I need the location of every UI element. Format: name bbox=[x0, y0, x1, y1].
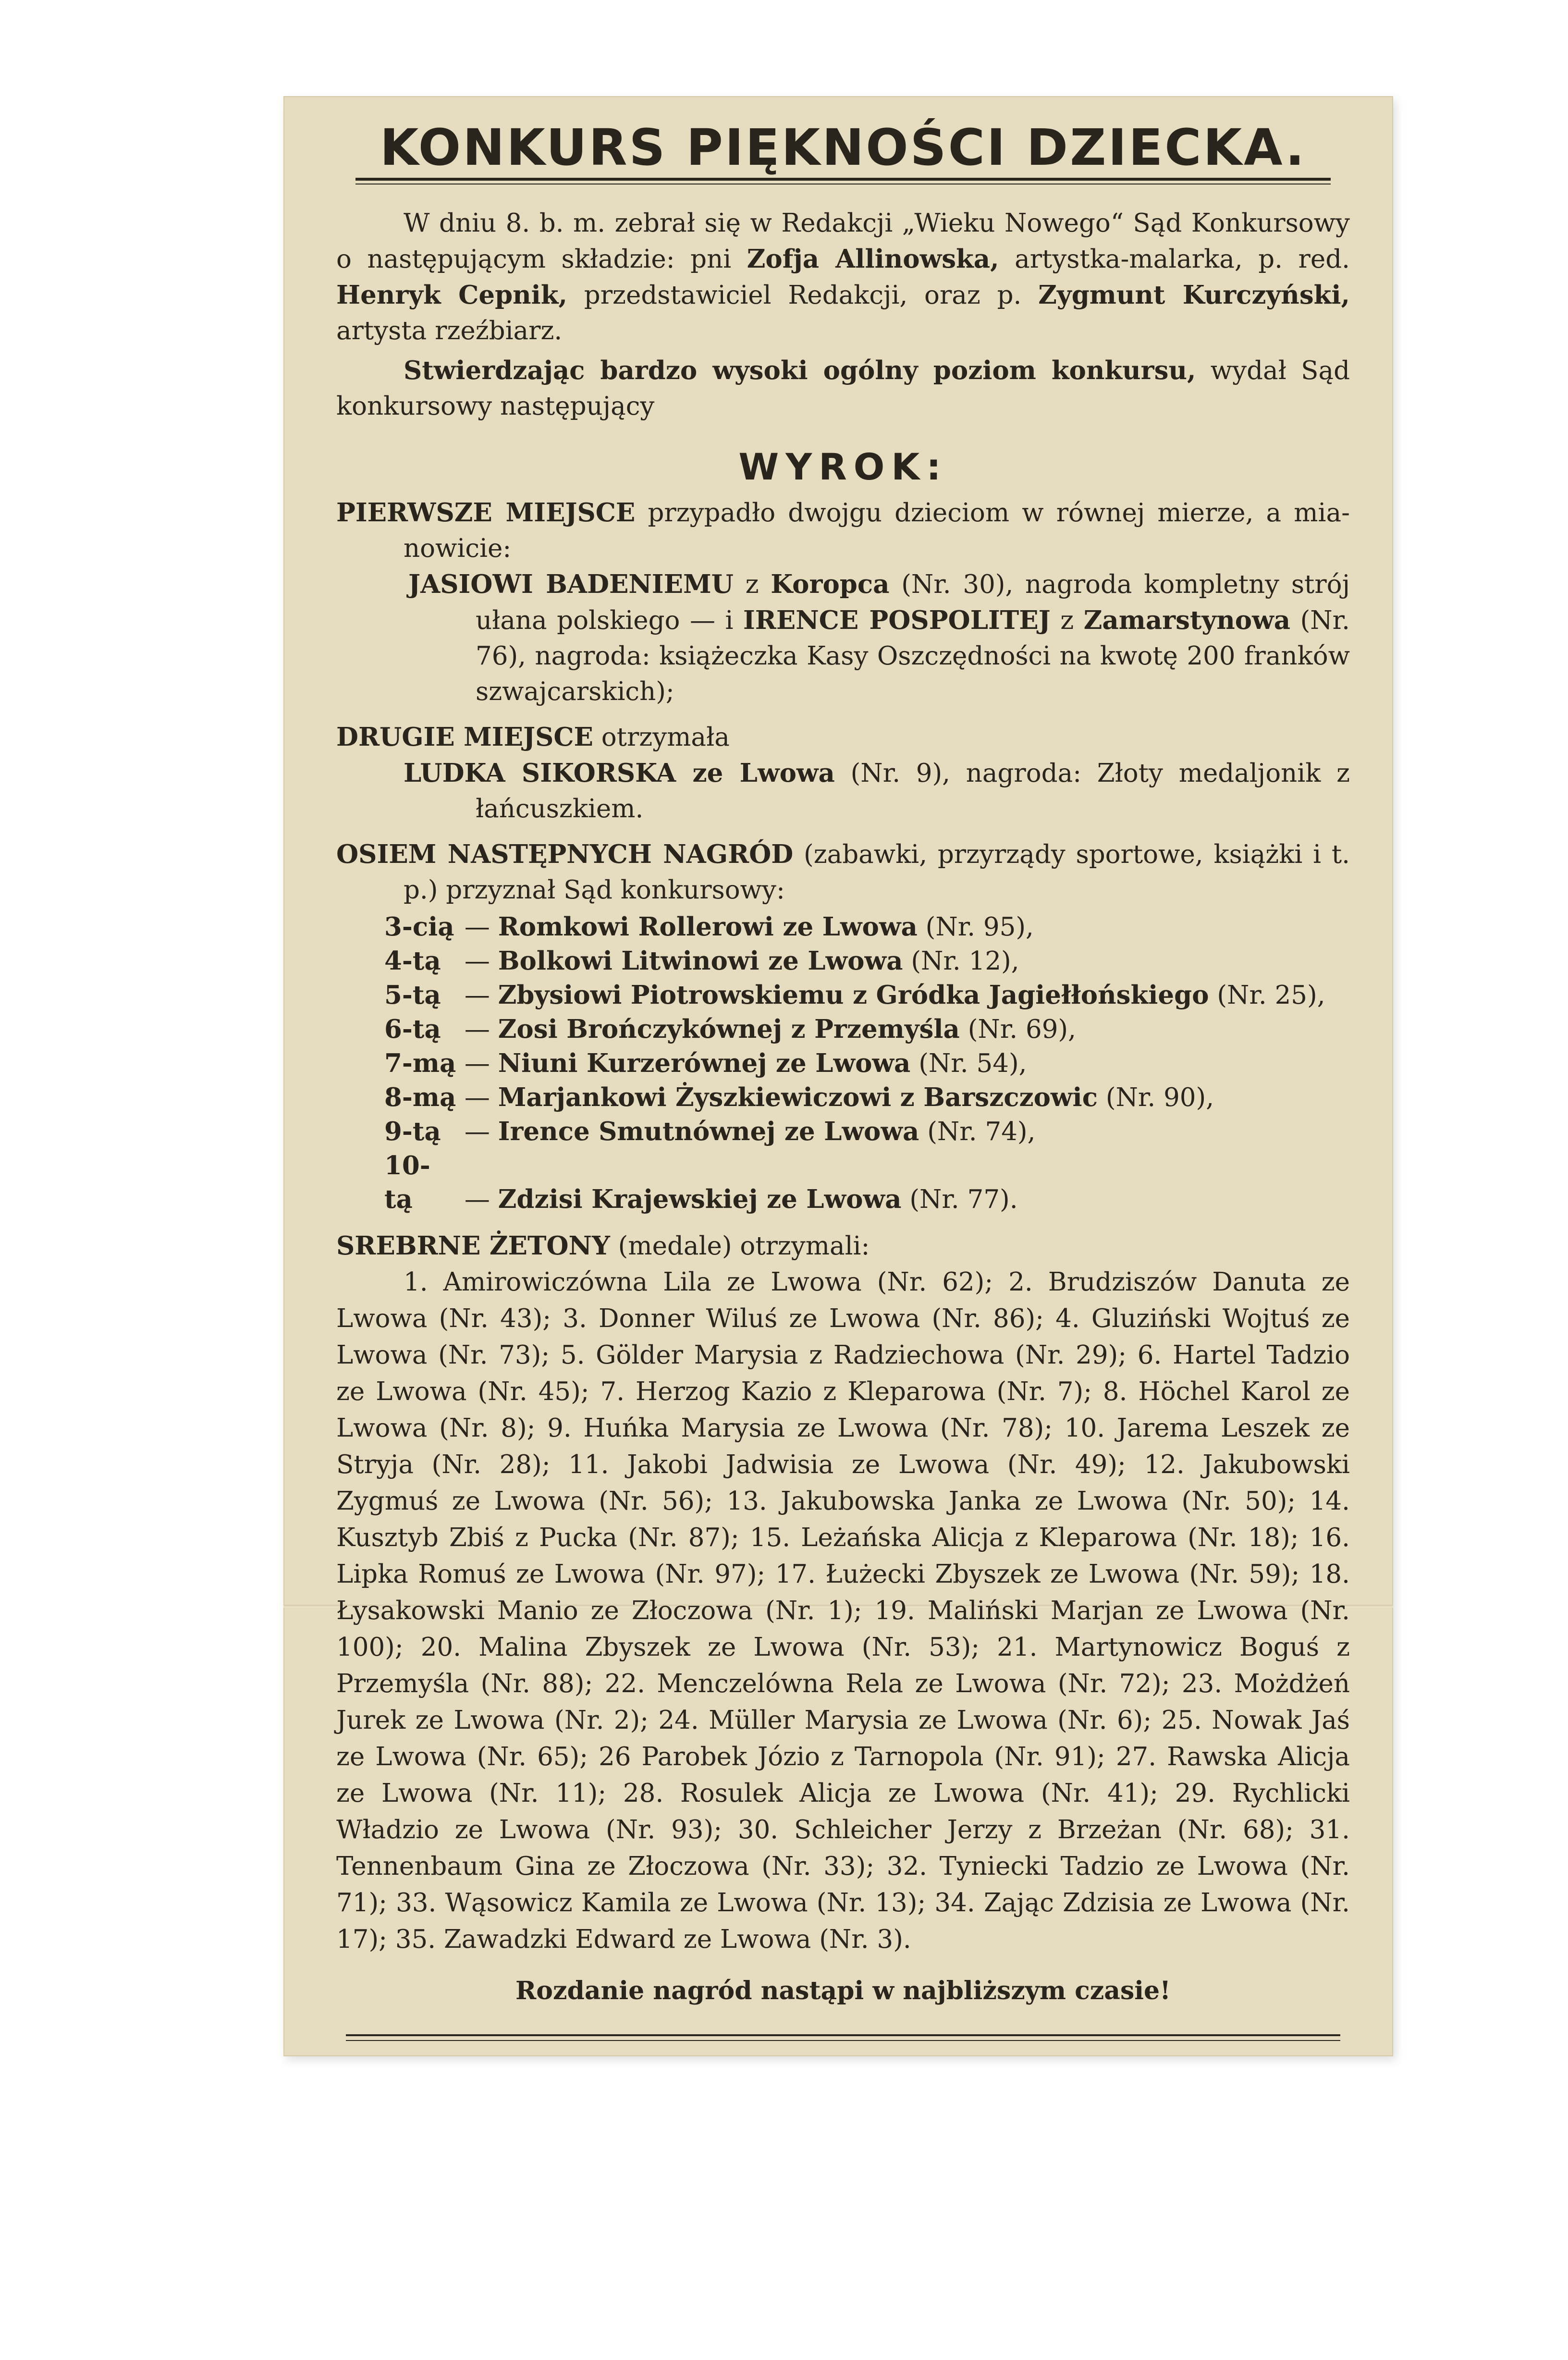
intro-paragraph: W dniu 8. b. m. zebrał się w Redakcji „Wieku Nowego“ Sąd Konkursowy o następującym składzie: pni Zofja Allinowska, artystka-malarka, p. red. Henryk Cepnik, przedstawiciel Redakcji, oraz p. Zygmunt Kurczyński, artysta rzeźbiarz. bbox=[336, 209, 1350, 346]
first-place-paragraph: PIERWSZE MIEJSCE przypadło dwojgu dzieciom w równej mierze, a mianowicie: bbox=[336, 498, 1350, 564]
poster-sheet bbox=[283, 96, 1393, 2056]
title-rule bbox=[355, 178, 1331, 181]
prize-row: 9-tą — Irence Smutnównej ze Lwowa (Nr. 74), bbox=[384, 1117, 1036, 1147]
second-place-paragraph: DRUGIE MIEJSCE otrzymała bbox=[336, 722, 730, 752]
poster-title: KONKURS PIĘKNOŚCI DZIECKA. bbox=[380, 118, 1307, 177]
second-place-winner: LUDKA SIKORSKA ze Lwowa (Nr. 9), nagroda: Złoty medaljonik z łańcuszkiem. bbox=[404, 758, 1350, 824]
intro-paragraph-2: Stwierdzając bardzo wysoki ogólny poziom konkursu, wydał Sąd konkursowy następujący bbox=[336, 356, 1350, 421]
closing-notice: Rozdanie nagród nastąpi w najbliższym czasie! bbox=[515, 1976, 1171, 2006]
prize-list bbox=[336, 910, 1350, 1217]
prize-row: 6-tą — Zosi Brończykównej z Przemyśla (Nr. 69), bbox=[384, 1014, 1076, 1045]
prize-row: 8-mą — Marjankowi Żyszkiewiczowi z Barszczowic (Nr. 90), bbox=[384, 1082, 1214, 1113]
prize-row: 10-tą — Zdzisi Krajewskiej ze Lwowa (Nr. 77). bbox=[384, 1151, 1018, 1215]
silver-list: 1. Amirowiczówna Lila ze Lwowa (Nr. 62); 2. Brudziszów Danuta ze Lwowa (Nr. 43); 3. Donner Wiluś ze Lwowa (Nr. 86); 4. Gluziński Wojtuś ze Lwowa (Nr. 73); 5. Gölder Marysia z Radziechowa (Nr. 29); 6. Hartel Tadzio ze Lwowa (Nr. 45); 7. Herzog Kazio z Kleparowa (Nr. 7); 8. Höchel Karol ze Lwowa (Nr. 8); 9. Huńka Marysia ze Lwowa (Nr. 78); 10. Jarema Leszek ze Stryja (Nr. 28); 11. Jakobi Jadwisia ze Lwowa (Nr. 49); 12. Jakubowski Zygmuś ze Lwowa (Nr. 56); 13. Jakubowska Janka ze Lwowa (Nr. 50); 14. Kusztyb Zbiś z Pucka (Nr. 87); 15. Leżańska Alicja z Kleparowa (Nr. 18); 16. Lipka Romuś ze Lwowa (Nr. 97); 17. Łużecki Zbyszek ze Lwowa (Nr. 59); 18. Łysakowski Manio ze Złoczowa (Nr. 1); 19. Maliński Marjan ze Lwowa (Nr. 100); 20. Malina Zbyszek ze Lwowa (Nr. 53); 21. Martynowicz Boguś z Przemyśla (Nr. 88); 22. Menczelówna Rela ze Lwowa (Nr. 72); 23. Możdżeń Jurek ze Lwowa (Nr. 2); 24. Müller Marysia ze Lwowa (Nr. 6); 25. Nowak Jaś ze Lwowa (Nr. 65); 26 Parobek Józio z Tarnopola (Nr. 91); 27. Rawska Alicja ze Lwowa (Nr. 11); 28. Rosulek Alicja ze Lwowa (Nr. 41); 29. Rychlicki Władzio ze Lwowa (Nr. 93); 30. Schleicher Jerzy z Brzeżan (Nr. 68); 31. Tennenbaum Gina ze Złoczowa (Nr. 33); 32. Tyniecki Tadzio ze Lwowa (Nr. 71); 33. Wąsowicz Kamila ze Lwowa (Nr. 13); 34. Zając Zdzisia ze Lwowa (Nr. 17); 35. Zawadzki Edward ze Lwowa (Nr. 3). bbox=[336, 1267, 1350, 1954]
silver-paragraph: SREBRNE ŻETONY (medale) otrzymali: bbox=[336, 1231, 870, 1261]
bottom-rule bbox=[346, 2034, 1340, 2036]
prize-row: 5-tą — Zbysiowi Piotrowskiemu z Gródka Jagiełłońskiego (Nr. 25), bbox=[384, 980, 1325, 1010]
poster-content bbox=[336, 120, 1350, 2041]
verdict-heading: WYROK: bbox=[738, 445, 948, 489]
prize-row: 3-cią — Romkowi Rollerowi ze Lwowa (Nr. 95), bbox=[384, 912, 1034, 942]
prize-row: 4-tą — Bolkowi Litwinowi ze Lwowa (Nr. 12), bbox=[384, 946, 1019, 976]
first-place-winners: JASIOWI BADENIEMU z Koropca (Nr. 30), nagroda kompletny strój ułana polskiego — i IRENCE POSPOLITEJ z Zamarstynowa (Nr. 76), nagroda: książeczka Kasy Oszczędności na kwotę 200 franków szwajcarskich); bbox=[408, 569, 1350, 707]
prize-row: 7-mą — Niuni Kurzerównej ze Lwowa (Nr. 54), bbox=[384, 1048, 1027, 1079]
bottom-rule-thin bbox=[346, 2040, 1340, 2041]
eight-prizes-paragraph: OSIEM NASTĘPNYCH NAGRÓD (zabawki, przyrządy sportowe, książki i t. p.) przyznał Sąd konkursowy: bbox=[336, 839, 1350, 905]
